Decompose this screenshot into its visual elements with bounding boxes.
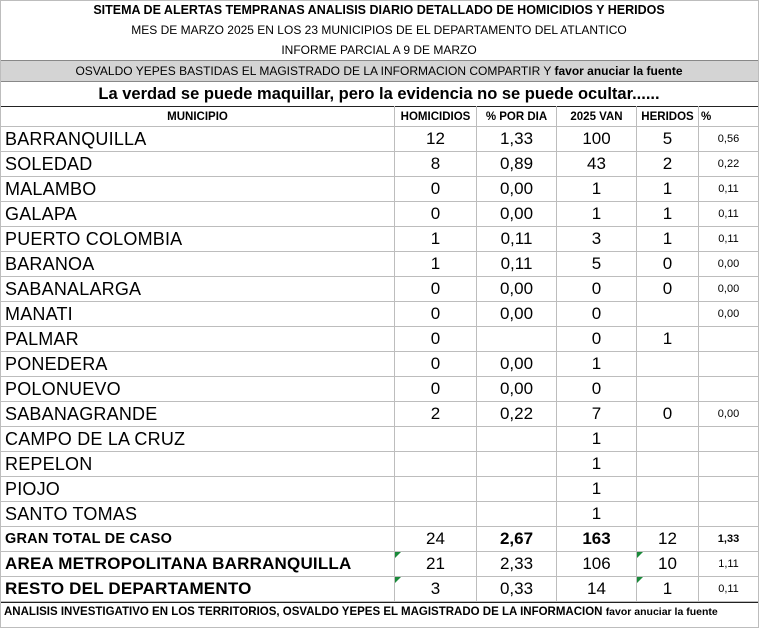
table-row [1, 302, 759, 327]
metro-van: 106 [557, 552, 637, 577]
cell-municipio: GALAPA [1, 202, 395, 227]
motto: La verdad se puede maquillar, pero la evidencia no se puede ocultar...... [98, 85, 660, 103]
resto-heridos: 1 [637, 577, 699, 602]
cell-homicidios: 0 [395, 302, 477, 327]
cell-por-dia: 0,00 [477, 277, 557, 302]
cell-van: 1 [557, 202, 637, 227]
cell-van: 100 [557, 127, 637, 152]
total-homicidios: 24 [395, 527, 477, 552]
cell-pct [699, 502, 759, 527]
cell-pct: 0,22 [699, 152, 759, 177]
metro-homicidios: 21 [395, 552, 477, 577]
cell-municipio: PUERTO COLOMBIA [1, 227, 395, 252]
credit-tail: favor anuciar la fuente [554, 64, 683, 78]
resto-homicidios: 3 [395, 577, 477, 602]
cell-heridos: 1 [637, 227, 699, 252]
cell-pct: 0,56 [699, 127, 759, 152]
table-row [1, 327, 759, 352]
cell-por-dia: 1,33 [477, 127, 557, 152]
cell-heridos [637, 352, 699, 377]
footer-main: ANALISIS INVESTIGATIVO EN LOS TERRITORIOS, OSVALDO YEPES EL MAGISTRADO DE LA INFORMACION [4, 606, 603, 618]
cell-homicidios: 0 [395, 177, 477, 202]
cell-por-dia: 0,89 [477, 152, 557, 177]
metro-pct: 1,11 [699, 552, 759, 577]
cell-pct [699, 477, 759, 502]
cell-municipio: REPELON [1, 452, 395, 477]
cell-pct [699, 377, 759, 402]
cell-homicidios [395, 452, 477, 477]
total-van: 163 [557, 527, 637, 552]
cell-heridos [637, 502, 699, 527]
table-row [1, 227, 759, 252]
cell-van: 1 [557, 502, 637, 527]
cell-heridos [637, 302, 699, 327]
cell-municipio: POLONUEVO [1, 377, 395, 402]
cell-van: 1 [557, 352, 637, 377]
footer-tail: favor anuciar la fuente [605, 606, 718, 618]
report-title: SITEMA DE ALERTAS TEMPRANAS ANALISIS DIARIO DETALLADO DE HOMICIDIOS Y HERIDOS [93, 3, 665, 17]
resto-por-dia: 0,33 [477, 577, 557, 602]
metro-label: AREA METROPOLITANA BARRANQUILLA [1, 552, 395, 577]
cell-homicidios: 0 [395, 352, 477, 377]
table-row [1, 377, 759, 402]
cell-van: 5 [557, 252, 637, 277]
cell-por-dia: 0,00 [477, 352, 557, 377]
table-body [1, 127, 759, 602]
table-row [1, 502, 759, 527]
cell-por-dia: 0,00 [477, 302, 557, 327]
cell-municipio: SANTO TOMAS [1, 502, 395, 527]
cell-municipio: PONEDERA [1, 352, 395, 377]
credit-main: OSVALDO YEPES BASTIDAS EL MAGISTRADO DE LA INFORMACION COMPARTIR Y [75, 64, 552, 78]
cell-homicidios: 8 [395, 152, 477, 177]
cell-pct: 0,00 [699, 302, 759, 327]
metro-por-dia: 2,33 [477, 552, 557, 577]
cell-van: 0 [557, 302, 637, 327]
cell-van: 7 [557, 402, 637, 427]
cell-pct: 0,00 [699, 402, 759, 427]
credit-band [0, 60, 758, 82]
table-row [1, 177, 759, 202]
cell-por-dia: 0,11 [477, 252, 557, 277]
cell-municipio: BARANOA [1, 252, 395, 277]
cell-heridos: 0 [637, 252, 699, 277]
cell-por-dia: 0,11 [477, 227, 557, 252]
cell-pct [699, 427, 759, 452]
cell-municipio: CAMPO DE LA CRUZ [1, 427, 395, 452]
cell-municipio: MANATI [1, 302, 395, 327]
total-pct: 1,33 [699, 527, 759, 552]
cell-por-dia: 0,22 [477, 402, 557, 427]
col-header-van: 2025 VAN [557, 107, 637, 127]
cell-municipio: BARRANQUILLA [1, 127, 395, 152]
cell-heridos: 2 [637, 152, 699, 177]
report-date: INFORME PARCIAL A 9 DE MARZO [281, 42, 477, 57]
cell-homicidios: 0 [395, 277, 477, 302]
cell-van: 1 [557, 427, 637, 452]
cell-municipio: PALMAR [1, 327, 395, 352]
col-header-municipio: MUNICIPIO [1, 107, 395, 127]
table-row [1, 352, 759, 377]
cell-heridos [637, 377, 699, 402]
cell-homicidios [395, 502, 477, 527]
table-row [1, 277, 759, 302]
cell-por-dia [477, 477, 557, 502]
cell-homicidios: 1 [395, 252, 477, 277]
cell-heridos [637, 477, 699, 502]
cell-homicidios: 0 [395, 377, 477, 402]
cell-municipio: SABANALARGA [1, 277, 395, 302]
col-header-heridos: HERIDOS [637, 107, 699, 127]
table-row [1, 452, 759, 477]
cell-por-dia [477, 502, 557, 527]
cell-pct [699, 352, 759, 377]
cell-heridos: 1 [637, 327, 699, 352]
resto-row [1, 577, 759, 602]
table-row [1, 202, 759, 227]
cell-van: 0 [557, 377, 637, 402]
cell-por-dia [477, 327, 557, 352]
cell-heridos: 5 [637, 127, 699, 152]
cell-homicidios [395, 477, 477, 502]
cell-homicidios: 12 [395, 127, 477, 152]
total-row [1, 527, 759, 552]
table-header-row [1, 107, 759, 127]
cell-homicidios: 2 [395, 402, 477, 427]
cell-van: 0 [557, 277, 637, 302]
total-heridos: 12 [637, 527, 699, 552]
cell-por-dia [477, 427, 557, 452]
cell-homicidios: 1 [395, 227, 477, 252]
table-row [1, 252, 759, 277]
cell-por-dia [477, 452, 557, 477]
table-row [1, 402, 759, 427]
cell-pct: 0,11 [699, 202, 759, 227]
col-header-homicidios: HOMICIDIOS [395, 107, 477, 127]
cell-heridos: 0 [637, 402, 699, 427]
table-row [1, 152, 759, 177]
cell-van: 0 [557, 327, 637, 352]
resto-pct: 0,11 [699, 577, 759, 602]
cell-heridos: 1 [637, 202, 699, 227]
homicide-table [0, 106, 759, 602]
cell-pct: 0,11 [699, 227, 759, 252]
cell-municipio: SABANAGRANDE [1, 402, 395, 427]
cell-heridos: 1 [637, 177, 699, 202]
total-por-dia: 2,67 [477, 527, 557, 552]
cell-van: 1 [557, 452, 637, 477]
cell-heridos [637, 427, 699, 452]
cell-heridos [637, 452, 699, 477]
resto-van: 14 [557, 577, 637, 602]
cell-pct [699, 452, 759, 477]
total-label: GRAN TOTAL DE CASO [1, 527, 395, 552]
cell-homicidios: 0 [395, 327, 477, 352]
cell-pct: 0,11 [699, 177, 759, 202]
cell-pct: 0,00 [699, 252, 759, 277]
cell-municipio: PIOJO [1, 477, 395, 502]
cell-por-dia: 0,00 [477, 177, 557, 202]
table-row [1, 127, 759, 152]
metro-heridos: 10 [637, 552, 699, 577]
cell-por-dia: 0,00 [477, 377, 557, 402]
col-header-por-dia: % POR DIA [477, 107, 557, 127]
cell-municipio: SOLEDAD [1, 152, 395, 177]
cell-homicidios [395, 427, 477, 452]
table-row [1, 477, 759, 502]
cell-van: 1 [557, 477, 637, 502]
report-subtitle: MES DE MARZO 2025 EN LOS 23 MUNICIPIOS DE EL DEPARTAMENTO DEL ATLANTICO [131, 23, 627, 37]
footer-credit [0, 602, 758, 621]
cell-municipio: MALAMBO [1, 177, 395, 202]
cell-pct: 0,00 [699, 277, 759, 302]
cell-van: 3 [557, 227, 637, 252]
cell-por-dia: 0,00 [477, 202, 557, 227]
table-row [1, 427, 759, 452]
cell-homicidios: 0 [395, 202, 477, 227]
metro-row [1, 552, 759, 577]
cell-van: 43 [557, 152, 637, 177]
cell-heridos: 0 [637, 277, 699, 302]
resto-label: RESTO DEL DEPARTAMENTO [1, 577, 395, 602]
cell-van: 1 [557, 177, 637, 202]
cell-pct [699, 327, 759, 352]
col-header-pct: % [699, 107, 759, 127]
